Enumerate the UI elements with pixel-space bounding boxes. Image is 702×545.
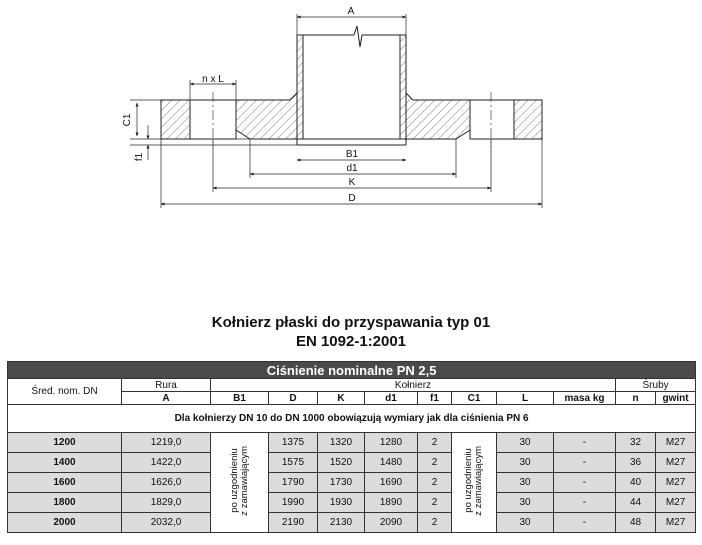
- cell-f1: 2: [418, 433, 452, 453]
- cell-masa: -: [554, 513, 616, 533]
- col-header-L: L: [497, 392, 554, 405]
- cell-L: 30: [497, 473, 554, 493]
- cell-d1: 1280: [365, 433, 418, 453]
- cell-D: 1375: [269, 433, 318, 453]
- cell-dn: 2000: [8, 513, 122, 533]
- cell-L: 30: [497, 513, 554, 533]
- cell-f1: 2: [418, 473, 452, 493]
- cell-gwint: M27: [656, 493, 696, 513]
- table-row: [8, 453, 696, 473]
- table-row: [8, 513, 696, 533]
- pipe-break-line: [354, 26, 362, 47]
- cell-d1: 2090: [365, 513, 418, 533]
- table-note: Dla kołnierzy DN 10 do DN 1000 obowiązują wymiary jak dla ciśnienia PN 6: [8, 405, 696, 433]
- dim-label-f1: f1: [134, 152, 145, 162]
- cell-K: 1930: [318, 493, 365, 513]
- cell-D: 1790: [269, 473, 318, 493]
- group-header-sruby: Śruby: [616, 379, 696, 392]
- cell-B1-agreement: po uzgodnieniu z zamawiającym: [211, 433, 269, 533]
- cell-K: 1730: [318, 473, 365, 493]
- col-header-d1: d1: [365, 392, 418, 405]
- cell-n: 48: [616, 513, 656, 533]
- col-header-dn: Śred. nom. DN: [8, 379, 122, 405]
- standard-reference: EN 1092-1:2001: [295, 333, 407, 350]
- dim-label-B1: B1: [345, 149, 359, 160]
- cell-dn: 1400: [8, 453, 122, 473]
- table-row: [8, 433, 696, 453]
- col-header-K: K: [318, 392, 365, 405]
- group-header-kolnierz: Kołnierz: [211, 379, 616, 392]
- cell-K: 1320: [318, 433, 365, 453]
- flange-right-inner: [406, 93, 470, 139]
- dim-label-A: A: [347, 6, 355, 17]
- cell-gwint: M27: [656, 473, 696, 493]
- dim-label-D: D: [348, 193, 356, 204]
- cell-A: 2032,0: [122, 513, 211, 533]
- col-header-A: A: [122, 392, 211, 405]
- cell-A: 1829,0: [122, 493, 211, 513]
- cell-d1: 1480: [365, 453, 418, 473]
- cell-dn: 1800: [8, 493, 122, 513]
- cell-K: 2130: [318, 513, 365, 533]
- col-header-C1: C1: [452, 392, 497, 405]
- pressure-header: Ciśnienie nominalne PN 2,5: [8, 362, 696, 379]
- cell-n: 44: [616, 493, 656, 513]
- flange-right-outer: [514, 100, 542, 139]
- dim-label-nxL: n x L: [202, 74, 224, 85]
- cell-D: 1990: [269, 493, 318, 513]
- cell-d1: 1690: [365, 473, 418, 493]
- cell-gwint: M27: [656, 453, 696, 473]
- cell-C1-agreement: po uzgodnieniu z zamawiającym: [452, 433, 497, 533]
- cell-dn: 1200: [8, 433, 122, 453]
- col-header-n: n: [616, 392, 656, 405]
- cell-masa: -: [554, 453, 616, 473]
- cell-f1: 2: [418, 493, 452, 513]
- cell-masa: -: [554, 493, 616, 513]
- dim-label-d1: d1: [346, 163, 358, 174]
- col-header-f1: f1: [418, 392, 452, 405]
- cell-n: 36: [616, 453, 656, 473]
- cell-gwint: M27: [656, 513, 696, 533]
- cell-A: 1422,0: [122, 453, 211, 473]
- flange-left-inner: [236, 93, 297, 139]
- cell-f1: 2: [418, 453, 452, 473]
- cell-dn: 1600: [8, 473, 122, 493]
- pipe-wall-left: [297, 35, 303, 139]
- cell-n: 32: [616, 433, 656, 453]
- col-header-gwint: gwint: [656, 392, 696, 405]
- cell-A: 1626,0: [122, 473, 211, 493]
- cell-d1: 1890: [365, 493, 418, 513]
- cell-n: 40: [616, 473, 656, 493]
- cell-f1: 2: [418, 513, 452, 533]
- dim-label-K: K: [348, 177, 356, 188]
- cell-D: 2190: [269, 513, 318, 533]
- table-row: [8, 493, 696, 513]
- cell-L: 30: [497, 453, 554, 473]
- flange-left-outer: [161, 100, 190, 139]
- cell-masa: -: [554, 433, 616, 453]
- col-header-masa: masa kg: [554, 392, 616, 405]
- cell-L: 30: [497, 493, 554, 513]
- col-header-D: D: [269, 392, 318, 405]
- cell-A: 1219,0: [122, 433, 211, 453]
- document-title: Kołnierz płaski do przyspawania typ 01: [211, 314, 491, 331]
- cell-D: 1575: [269, 453, 318, 473]
- pipe-wall-right: [400, 35, 406, 139]
- spec-table: [7, 361, 696, 533]
- group-header-rura: Rura: [122, 379, 211, 392]
- dim-label-C1: C1: [122, 113, 133, 127]
- table-row: [8, 473, 696, 493]
- cell-L: 30: [497, 433, 554, 453]
- cell-K: 1520: [318, 453, 365, 473]
- col-header-B1: B1: [211, 392, 269, 405]
- cell-masa: -: [554, 473, 616, 493]
- cell-gwint: M27: [656, 433, 696, 453]
